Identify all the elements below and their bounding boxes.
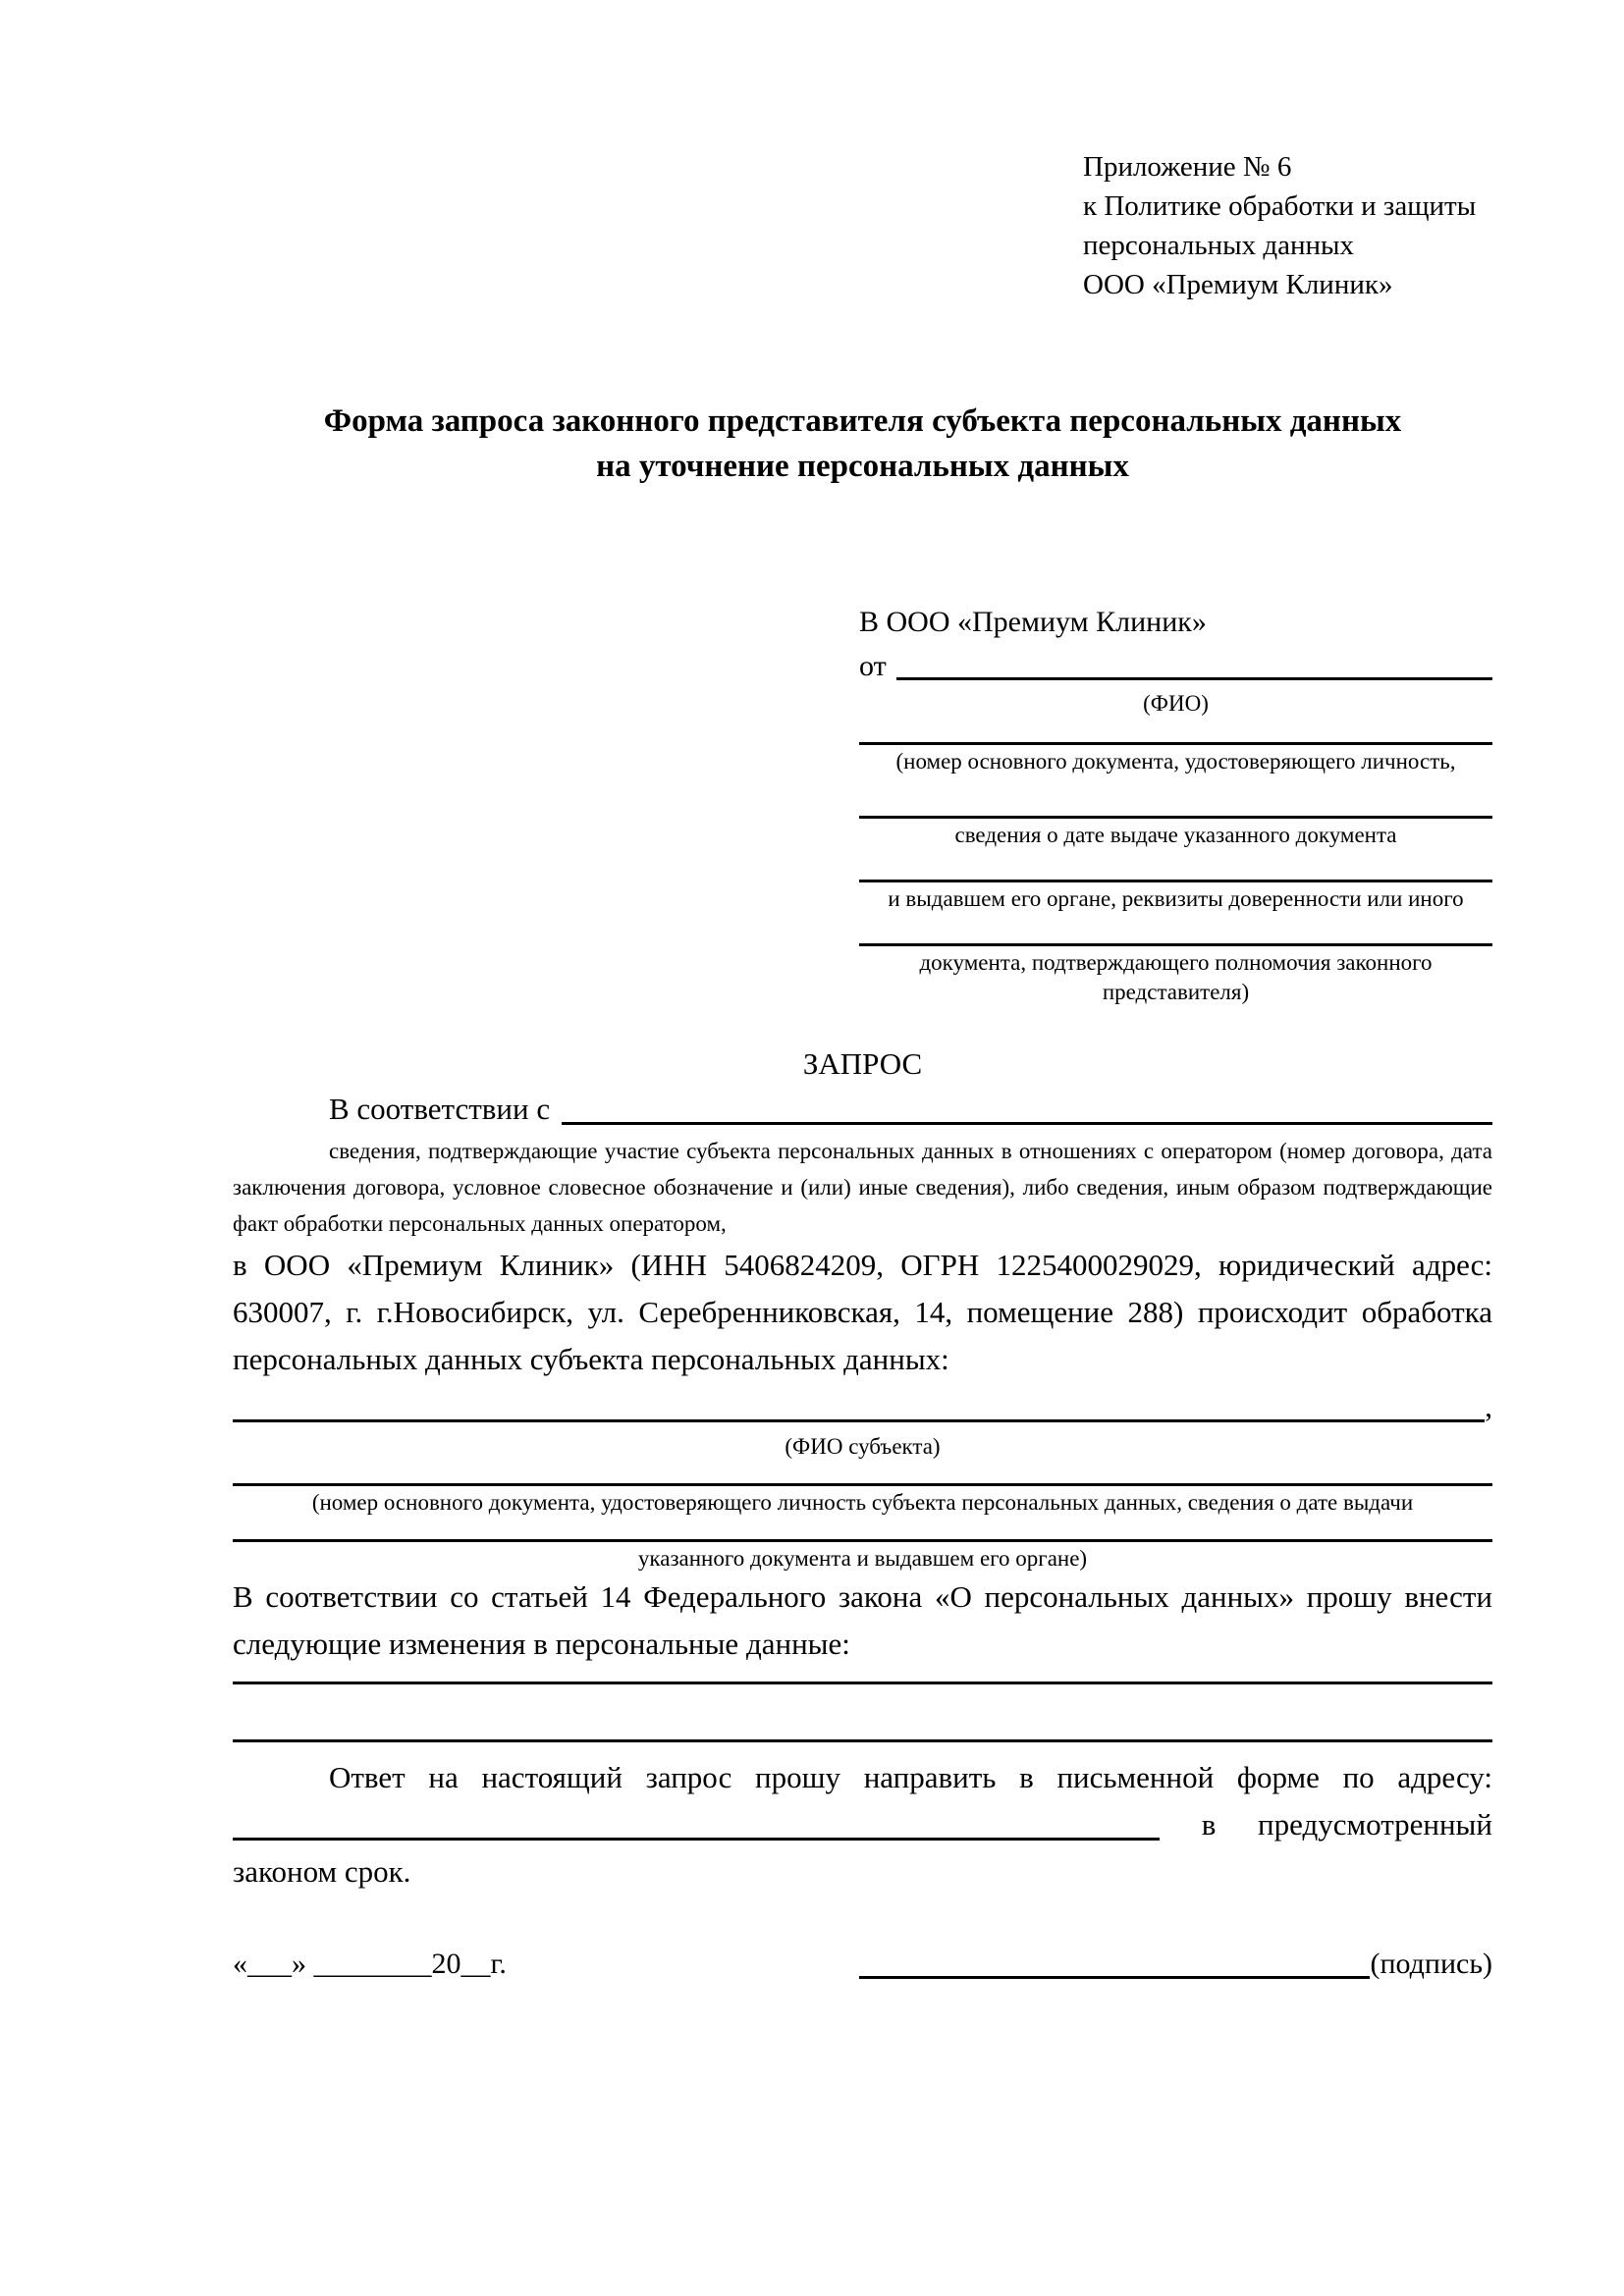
request-heading: ЗАПРОС (802, 1046, 923, 1081)
addressee-to: В ООО «Премиум Клиник» (859, 606, 1207, 638)
appendix-header-line-4: ООО «Премиум Клиник» (1083, 269, 1393, 300)
reply-paragraph: Ответ на настоящий запрос прошу направить в письменной форме по адресу: (329, 1760, 1492, 1794)
reply-closing: законом срок. (233, 1854, 411, 1889)
intro-label: В соответствии с (329, 1092, 551, 1126)
subject-fio-blank-line (233, 1383, 1485, 1430)
subject-fio-caption: (ФИО субъекта) (785, 1434, 941, 1459)
subject-doc-caption-1: (номер основного документа, удостоверяющего личность субъекта персональных данных, сведения о дате выдачи (311, 1490, 1414, 1515)
date-blank: «___» ________20__г. (233, 1948, 507, 1980)
date-signature-row (233, 1943, 1492, 1986)
document-content (233, 147, 1492, 1986)
signature-blank-line (859, 1943, 1370, 1986)
from-label: от (859, 650, 887, 682)
reply-address-row (233, 1801, 1492, 1848)
representative-doc-blank-line-2 (859, 810, 1492, 819)
representative-doc-blank-line-3 (859, 874, 1492, 882)
article-paragraph: В соответствии со статьей 14 Федерального закона «О персональных данных» прошу внести следующие изменения в персональные данные: (233, 1579, 1492, 1661)
subject-fio-row (233, 1383, 1492, 1430)
intro-caption: сведения, подтверждающие участие субъекта персональных данных в отношениях с оператором (номер договора, дата заключения договора, условное словесное обозначение и (или) иные сведения), либо сведения, иным образом подтверждающие факт обработки персональных данных оператором, (233, 1139, 1492, 1236)
appendix-header (1083, 147, 1492, 304)
trailing-comma: , (1485, 1389, 1492, 1423)
reply-address-blank-line (233, 1801, 1160, 1848)
representative-doc-blank-line-4 (859, 937, 1492, 946)
document-title-line-1: Форма запроса законного представителя субъекта персональных данных (323, 403, 1402, 439)
changes-blank-line-2 (233, 1734, 1492, 1742)
intro-row (233, 1086, 1492, 1133)
from-row (859, 646, 1492, 687)
representative-doc-blank-line-1 (859, 736, 1492, 745)
fio-caption: (ФИО) (1143, 691, 1209, 716)
reply-word-v: в (1201, 1807, 1217, 1842)
addressee-block (859, 603, 1492, 1007)
from-fio-blank-line (896, 646, 1492, 687)
appendix-header-line-3: персональных данных (1083, 230, 1355, 261)
subject-doc-caption-2: указанного документа и выдавшем его органе) (637, 1546, 1088, 1571)
document-title (233, 399, 1492, 489)
representative-doc-caption-1: (номер основного документа, удостоверяющего личность, (895, 749, 1456, 774)
operator-paragraph: в ООО «Премиум Клиник» (ИНН 5406824209, ОГРН 1225400029029, юридический адрес: 630007, г. г.Новосибирск, ул. Серебренниковская, 14, помещение 288) происходит обработка персональных данных субъекта персональных данных: (233, 1248, 1492, 1376)
signature-group (859, 1943, 1492, 1986)
changes-blank-line-1 (233, 1676, 1492, 1684)
representative-doc-caption-4: документа, подтверждающего полномочия законного представителя) (919, 950, 1433, 1004)
representative-doc-caption-3: и выдавшем его органе, реквизиты доверенности или иного (888, 886, 1464, 911)
appendix-header-line-2: к Политике обработки и защиты (1083, 190, 1477, 222)
subject-doc-blank-line-1 (233, 1477, 1492, 1486)
subject-doc-blank-line-2 (233, 1533, 1492, 1542)
reply-word-predusmotrennyj: предусмотренный (1258, 1807, 1492, 1842)
intro-blank-line (562, 1086, 1492, 1133)
representative-doc-caption-2: сведения о дате выдаче указанного документа (954, 823, 1397, 847)
appendix-header-line-1: Приложение № 6 (1083, 151, 1292, 183)
document-title-line-2: на уточнение персональных данных (596, 449, 1129, 484)
signature-caption: (подпись) (1370, 1948, 1492, 1980)
